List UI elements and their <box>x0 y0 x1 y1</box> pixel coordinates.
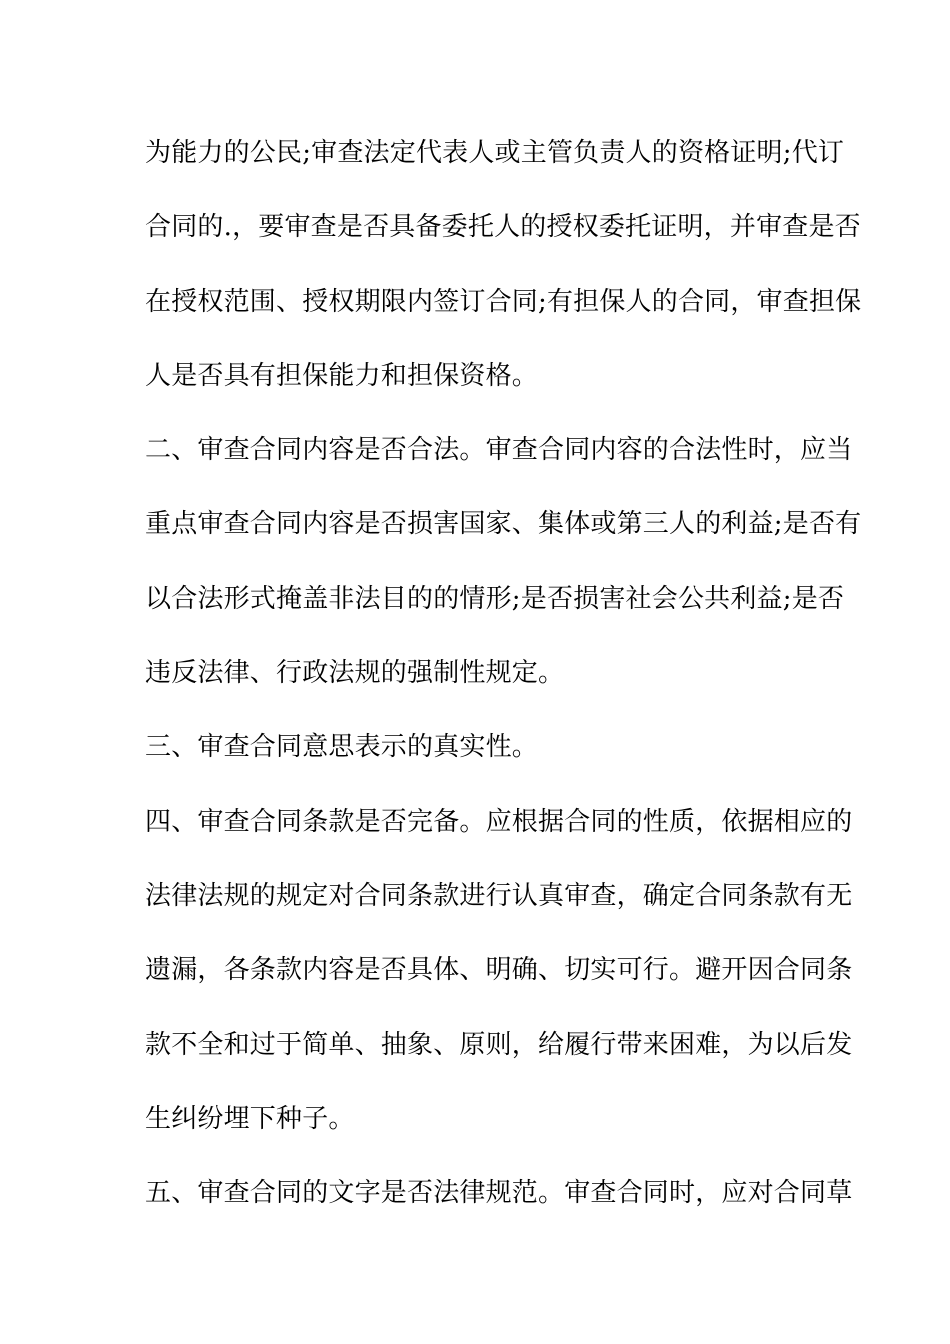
text-line: 人是否具有担保能力和担保资格。 <box>145 360 539 391</box>
section-five-line: 五、审查合同的文字是否法律规范。审查合同时，应对合同草 <box>145 1178 853 1209</box>
text-line: 遗漏，各条款内容是否具体、明确、切实可行。避开因合同条 <box>145 955 853 986</box>
body-text <box>145 128 862 1242</box>
text-line: 为能力的公民;审查法定代表人或主管负责人的资格证明;代订 <box>145 138 845 168</box>
section-three-line: 三、审查合同意思表示的真实性。 <box>145 732 539 763</box>
text-line: 款不全和过于简单、抽象、原则，给履行带来困难，为以后发 <box>145 1029 853 1060</box>
text-line: 以合法形式掩盖非法目的的情形;是否损害社会公共利益;是否 <box>145 583 845 614</box>
text-line: 生纠纷埋下种子。 <box>145 1103 355 1134</box>
text-line: 在授权范围、授权期限内签订合同;有担保人的合同，审查担保 <box>145 286 862 317</box>
section-four-line: 四、审查合同条款是否完备。应根据合同的性质，依据相应的 <box>145 806 853 837</box>
text-line: 重点审查合同内容是否损害国家、集体或第三人的利益;是否有 <box>145 509 862 540</box>
text-line: 法律法规的规定对合同条款进行认真审查，确定合同条款有无 <box>145 880 853 911</box>
section-two-line: 二、审查合同内容是否合法。审查合同内容的合法性时，应当 <box>145 435 853 466</box>
text-line: 违反法律、行政法规的强制性规定。 <box>145 658 565 689</box>
text-line: 合同的.，要审查是否具备委托人的授权委托证明，并审查是否 <box>145 212 861 243</box>
